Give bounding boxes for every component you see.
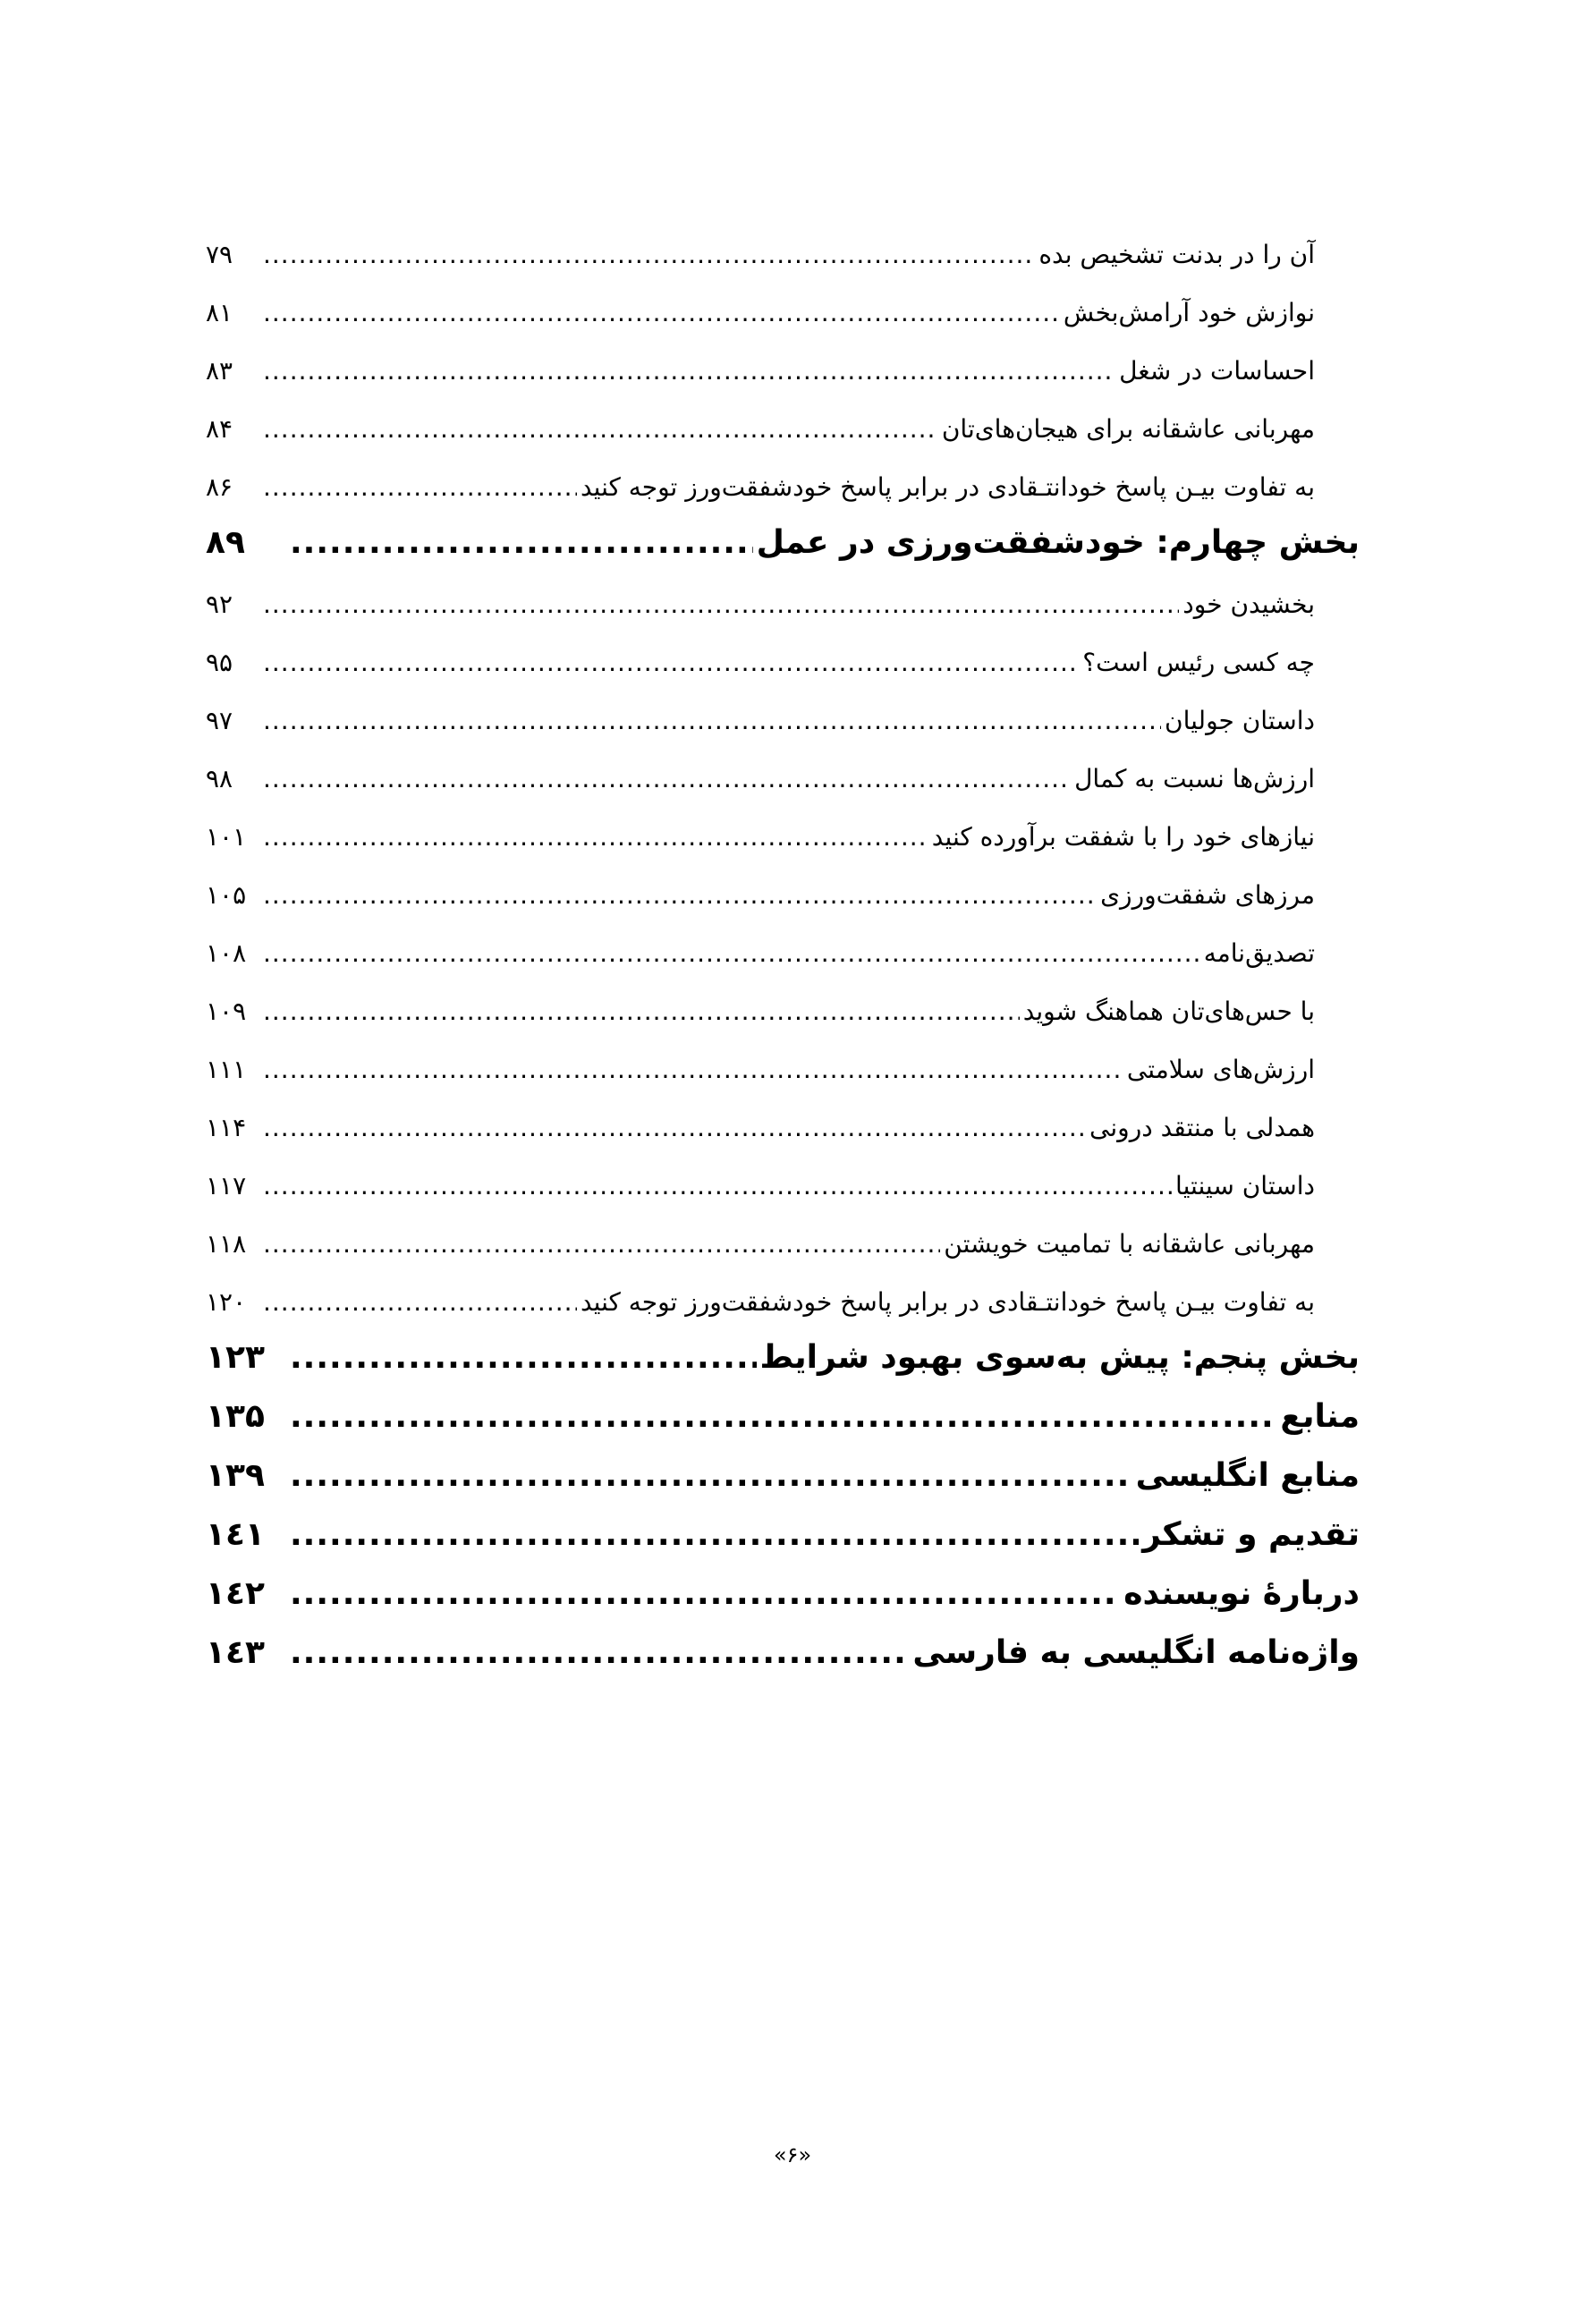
dot-leader [290,1575,1120,1612]
toc-section-heading [206,1317,1360,1376]
toc-entry-page: ۹۷ [206,706,233,735]
dot-leader [263,938,1200,968]
toc-entry [206,968,1360,1026]
toc-entry-title: منابع [1280,1398,1360,1435]
toc-entry-title: به تفاوت بیـن پاسخ خودانتـقادی در برابر پاسخ خودشفقت‌ورز توجه کنید [580,472,1315,502]
dot-leader [290,1457,1132,1494]
toc-entry [206,677,1360,735]
toc-entry [206,619,1360,677]
toc-entry-page: ۹۵ [206,648,233,677]
toc-entry-page: ۱۱۱ [206,1055,247,1084]
toc-entry-page: ۱۲۳ [206,1339,265,1376]
toc-entry [206,1026,1360,1084]
table-of-contents [206,211,1360,1671]
toc-entry-page: ۱۱۷ [206,1171,247,1200]
toc-entry-page: ۱۰۵ [206,880,247,910]
toc-entry-title: احساسات در شغل [1119,356,1315,386]
dot-leader [263,822,928,852]
toc-entry-title: چه کسی رئیس است؟ [1082,648,1315,677]
toc-entry [206,852,1360,910]
toc-entry [206,1200,1360,1259]
toc-entry-page: ۱٤۳ [206,1634,265,1671]
dot-leader [263,240,1035,269]
toc-entry-page: ۱۱۸ [206,1229,247,1259]
toc-section-heading [206,1553,1360,1612]
dot-leader [263,1171,1172,1200]
toc-entry-title: مرزهای شفقت‌ورزی [1100,880,1315,910]
dot-leader [263,298,1060,327]
toc-entry [206,735,1360,793]
toc-entry-title: داستان جولیان [1165,706,1315,735]
toc-section-heading [206,1612,1360,1671]
dot-leader [263,1229,940,1259]
toc-entry-page: ۷۹ [206,240,233,269]
toc-entry-title: منابع انگلیسی [1135,1457,1360,1494]
dot-leader [263,356,1115,386]
toc-entry [206,444,1360,502]
toc-entry-page: ۸۶ [206,472,233,502]
dot-leader [290,1398,1276,1435]
toc-entry-page: ۸۹ [206,524,245,561]
toc-entry-page: ۸۴ [206,414,233,444]
toc-section-heading [206,1376,1360,1435]
toc-entry-title: بخش پنجم: پیش به‌سوی بهبود شرایط [759,1339,1360,1376]
toc-entry-page: ۹۲ [206,589,233,619]
toc-section-heading [206,502,1360,561]
dot-leader [263,880,1097,910]
dot-leader [263,997,1020,1026]
toc-entry [206,1259,1360,1317]
toc-entry-title: نوازش خود آرامش‌بخش [1063,298,1315,327]
toc-entry-page: ۱٤۱ [206,1516,265,1553]
toc-entry-title: ارزش‌ها نسبت به کمال [1074,764,1315,793]
toc-entry-page: ۱٤۲ [206,1575,265,1612]
toc-section-heading [206,1494,1360,1553]
toc-entry-title: بخشیدن خود [1182,589,1315,619]
toc-entry [206,1084,1360,1142]
toc-entry-page: ۹۸ [206,764,233,793]
toc-entry-page: ۱۳۵ [206,1398,265,1435]
dot-leader [290,1516,1139,1553]
toc-entry-title: تصدیق‌نامه [1203,938,1315,968]
page-number: «۶» [773,2142,812,2167]
toc-entry-page: ۸۳ [206,356,233,386]
toc-entry-title: همدلی با منتقد درونی [1089,1113,1315,1142]
toc-entry-title: آن را در بدنت تشخیص بده [1038,240,1315,269]
dot-leader [263,414,938,444]
toc-entry-title: دربارۀ نویسنده [1123,1575,1360,1612]
dot-leader [263,648,1079,677]
dot-leader [263,589,1179,619]
toc-entry [206,386,1360,444]
dot-leader [290,1634,909,1671]
dot-leader [263,1287,577,1317]
dot-leader [263,1113,1086,1142]
toc-entry [206,327,1360,386]
toc-entry-page: ۱۰۱ [206,822,247,852]
dot-leader [290,524,753,561]
dot-leader [263,472,577,502]
toc-entry-page: ۱۳۹ [206,1457,265,1494]
toc-entry-title: مهربانی عاشقانه برای هیجان‌های‌تان [941,414,1315,444]
dot-leader [263,706,1161,735]
toc-entry-title: مهربانی عاشقانه با تمامیت خویشتن [944,1229,1315,1259]
toc-entry [206,211,1360,269]
toc-entry-title: نیازهای خود را با شفقت برآورده کنید [931,822,1315,852]
dot-leader [290,1339,757,1376]
toc-entry [206,561,1360,619]
toc-entry [206,793,1360,852]
toc-entry-title: تقدیم و تشکر [1142,1516,1360,1553]
toc-entry [206,1142,1360,1200]
toc-entry-page: ۱۱۴ [206,1113,247,1142]
toc-entry-page: ۸۱ [206,298,233,327]
toc-entry-title: ارزش‌های سلامتی [1126,1055,1315,1084]
toc-entry-title: به تفاوت بیـن پاسخ خودانتـقادی در برابر پاسخ خودشفقت‌ورز توجه کنید [580,1287,1315,1317]
toc-entry [206,910,1360,968]
toc-entry-title: داستان سینتیا [1175,1171,1315,1200]
dot-leader [263,1055,1123,1084]
toc-entry-title: واژه‌نامه انگلیسی به فارسی [912,1634,1360,1671]
toc-section-heading [206,1435,1360,1494]
toc-entry [206,269,1360,327]
toc-entry-page: ۱۲۰ [206,1287,247,1317]
toc-entry-title: با حس‌های‌تان هماهنگ شوید [1022,997,1315,1026]
toc-entry-page: ۱۰۹ [206,997,247,1026]
toc-entry-page: ۱۰۸ [206,938,247,968]
dot-leader [263,764,1071,793]
toc-entry-title: بخش چهارم: خودشفقت‌ورزی در عمل [756,524,1360,561]
